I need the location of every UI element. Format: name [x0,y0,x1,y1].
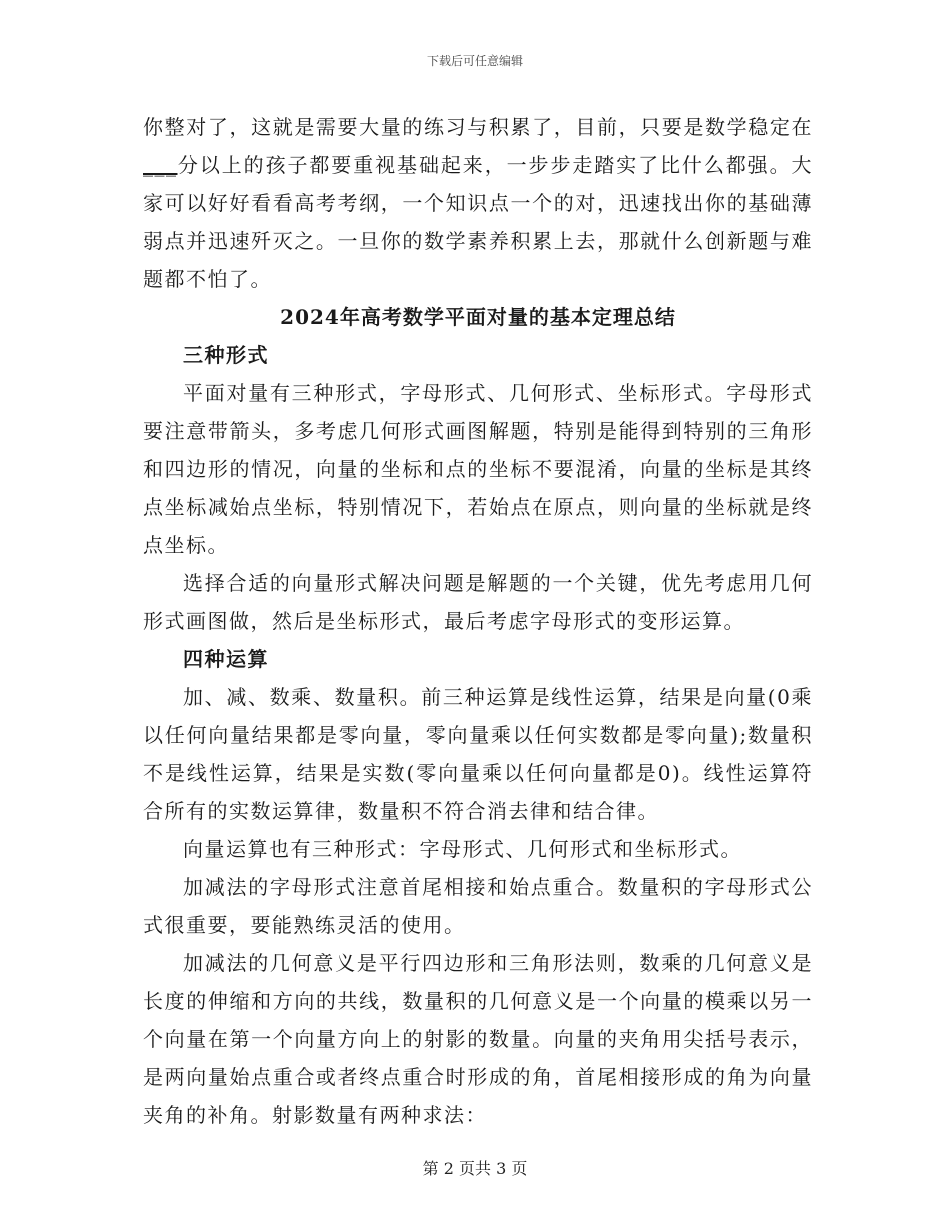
page-header: 下载后可任意编辑 [426,54,523,68]
document-body [143,108,813,1134]
intro-blank: ___ [143,153,178,177]
section-heading-three-forms: 三种形式 [183,343,269,367]
paragraph: 平面对量有三种形式，字母形式、几何形式、坐标形式。字母形式要注意带箭头，多考虑几何形式画图解题，特别是能得到特别的三角形和四边形的情况，向量的坐标和点的坐标不要混淆，向量的坐标是其终点坐标减始点坐标，特别情况下，若始点在原点，则向量的坐标就是终点坐标。 [143,381,813,557]
intro-text-part2: 分以上的孩子都要重视基础起来，一步步走踏实了比什么都强。大家可以好好看看高考考纲，一个知识点一个的对，迅速找出你的基础薄弱点并迅速歼灭之。一旦你的数学素养积累上去，那就什么创新题与难题都不怕了。 [143,153,813,291]
intro-text-part1: 你整对了，这就是需要大量的练习与积累了，目前，只要是数学稳定在 [143,115,813,139]
intro-paragraph [143,108,813,298]
section-heading-four-operations: 四种运算 [183,647,269,671]
paragraph: 加减法的几何意义是平行四边形和三角形法则，数乘的几何意义是长度的伸缩和方向的共线，数量积的几何意义是一个向量的模乘以另一个向量在第一个向量方向上的射影的数量。向量的夹角用尖括号表示，是两向量始点重合或者终点重合时形成的角，首尾相接形成的角为向量夹角的补角。射影数量有两种求法： [143,951,813,1127]
article-title: 2024年高考数学平面对量的基本定理总结 [280,305,676,329]
paragraph: 加减法的字母形式注意首尾相接和始点重合。数量积的字母形式公式很重要，要能熟练灵活的使用。 [143,875,813,937]
page-footer: 第 2 页共 3 页 [422,1159,528,1178]
paragraph: 加、减、数乘、数量积。前三种运算是线性运算，结果是向量(0乘以任何向量结果都是零向量，零向量乘以任何实数都是零向量);数量积不是线性运算，结果是实数(零向量乘以任何向量都是0)。线性运算符合所有的实数运算律，数量积不符合消去律和结合律。 [143,685,813,823]
paragraph: 选择合适的向量形式解决问题是解题的一个关键，优先考虑用几何形式画图做，然后是坐标形式，最后考虑字母形式的变形运算。 [143,571,813,633]
paragraph: 向量运算也有三种形式：字母形式、几何形式和坐标形式。 [183,837,742,861]
